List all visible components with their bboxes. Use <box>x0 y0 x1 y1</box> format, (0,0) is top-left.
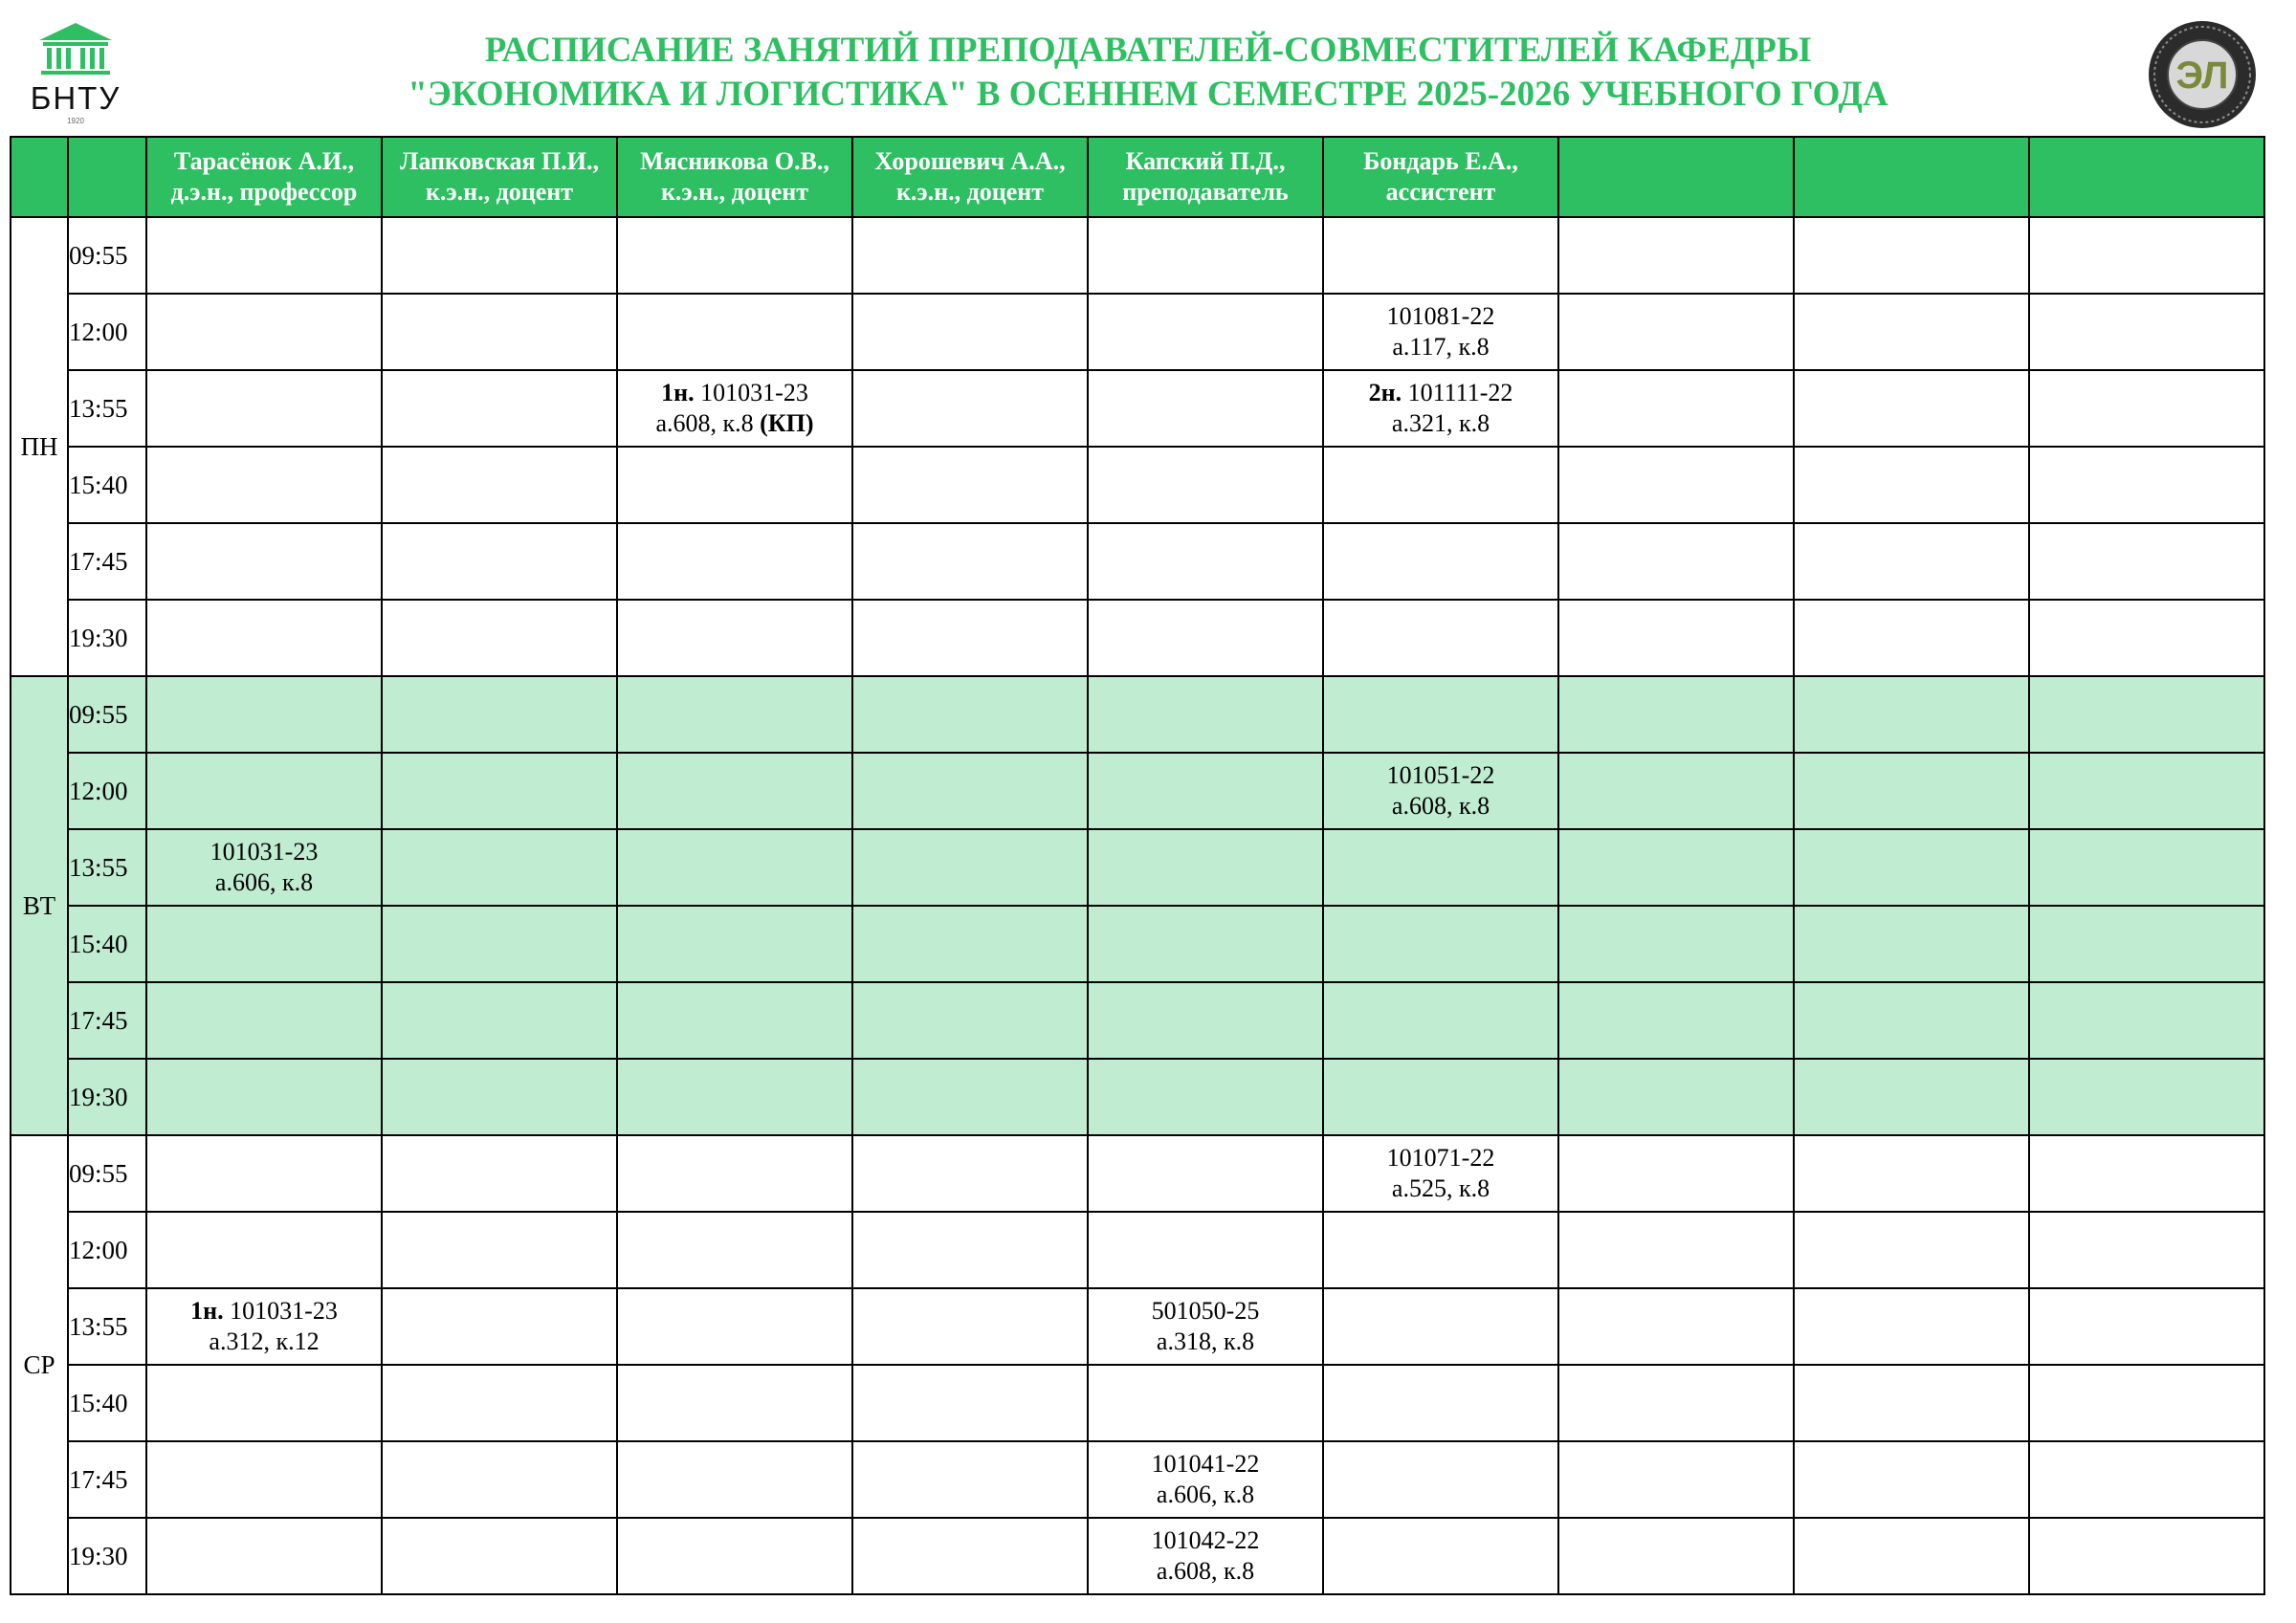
schedule-cell <box>1323 600 1558 676</box>
schedule-cell <box>1794 676 2029 753</box>
table-row <box>11 1288 2264 1365</box>
schedule-cell <box>1794 1059 2029 1135</box>
schedule-cell <box>1088 1518 1323 1594</box>
schedule-cell <box>2029 1059 2264 1135</box>
week-marker: 1н. <box>661 379 695 406</box>
lesson-group-line <box>1089 1525 1322 1556</box>
schedule-cell <box>2029 1518 2264 1594</box>
schedule-cell <box>1558 1518 1794 1594</box>
schedule-cell <box>852 906 1088 982</box>
time-cell: 13:55 <box>68 829 146 906</box>
room-location: а.318, к.8 <box>1156 1327 1255 1355</box>
teacher-header: Лапковская П.И., к.э.н., доцент <box>382 137 617 217</box>
lesson-room-line <box>1324 1173 1557 1204</box>
schedule-cell <box>1794 217 2029 294</box>
table-row <box>11 1212 2264 1288</box>
schedule-cell <box>617 523 852 600</box>
schedule-cell <box>1794 1441 2029 1518</box>
schedule-cell <box>1088 1212 1323 1288</box>
schedule-cell <box>382 753 617 829</box>
schedule-cell <box>617 982 852 1059</box>
time-cell: 12:00 <box>68 753 146 829</box>
schedule-cell <box>1088 1365 1323 1441</box>
schedule-cell <box>382 1212 617 1288</box>
schedule-cell <box>1558 370 1794 447</box>
schedule-cell <box>2029 906 2264 982</box>
schedule-cell <box>1558 294 1794 370</box>
schedule-cell <box>852 676 1088 753</box>
schedule-cell <box>146 1518 382 1594</box>
schedule-cell <box>1323 294 1558 370</box>
schedule-cell <box>1088 1441 1323 1518</box>
schedule-cell <box>382 1059 617 1135</box>
schedule-cell <box>1323 1212 1558 1288</box>
schedule-cell <box>852 600 1088 676</box>
schedule-cell <box>1794 1518 2029 1594</box>
schedule-cell <box>2029 676 2264 753</box>
time-cell: 09:55 <box>68 1135 146 1212</box>
schedule-cell <box>617 1212 852 1288</box>
room-location: а.525, к.8 <box>1391 1174 1490 1202</box>
time-cell: 19:30 <box>68 1518 146 1594</box>
schedule-cell <box>146 217 382 294</box>
schedule-cell <box>1558 1059 1794 1135</box>
schedule-cell <box>1794 1212 2029 1288</box>
schedule-cell <box>1323 829 1558 906</box>
group-number: 101111-22 <box>1407 379 1513 406</box>
schedule-cell <box>382 600 617 676</box>
time-cell: 13:55 <box>68 1288 146 1365</box>
schedule-cell <box>852 1518 1088 1594</box>
table-row <box>11 217 2264 294</box>
schedule-cell <box>382 1135 617 1212</box>
title-line-2: "ЭКОНОМИКА И ЛОГИСТИКА" В ОСЕННЕМ СЕМЕСТРЕ 2025-2026 УЧЕБНОГО ГОДА <box>408 75 1888 114</box>
schedule-cell <box>1558 600 1794 676</box>
day-label: ВТ <box>11 676 68 1135</box>
table-row <box>11 829 2264 906</box>
schedule-cell <box>382 1288 617 1365</box>
schedule-cell <box>1323 1059 1558 1135</box>
department-emblem <box>2147 19 2258 130</box>
schedule-cell <box>382 1441 617 1518</box>
schedule-cell <box>852 1441 1088 1518</box>
schedule-cell <box>146 982 382 1059</box>
schedule-cell <box>382 294 617 370</box>
schedule-cell <box>146 600 382 676</box>
lesson-room-line <box>618 408 851 439</box>
lesson-room-line <box>1089 1327 1322 1357</box>
lesson-group-line <box>147 837 381 867</box>
table-row <box>11 370 2264 447</box>
schedule-cell <box>1323 1365 1558 1441</box>
schedule-cell <box>146 906 382 982</box>
time-cell: 19:30 <box>68 1059 146 1135</box>
schedule-cell <box>1323 753 1558 829</box>
schedule-cell <box>617 294 852 370</box>
schedule-cell <box>2029 1288 2264 1365</box>
group-number: 101071-22 <box>1386 1144 1495 1172</box>
lesson-room-line <box>1324 791 1557 822</box>
schedule-cell <box>1323 906 1558 982</box>
lesson-group-line <box>1324 760 1557 791</box>
schedule-cell <box>146 523 382 600</box>
schedule-cell <box>2029 1365 2264 1441</box>
schedule-cell <box>1323 676 1558 753</box>
time-cell: 17:45 <box>68 1441 146 1518</box>
schedule-cell <box>852 1135 1088 1212</box>
title-line-1: РАСПИСАНИЕ ЗАНЯТИЙ ПРЕПОДАВАТЕЛЕЙ-СОВМЕСТИТЕЛЕЙ КАФЕДРЫ <box>484 31 1812 70</box>
room-location: а.606, к.8 <box>214 868 314 896</box>
schedule-cell <box>1088 600 1323 676</box>
schedule-cell <box>146 1441 382 1518</box>
group-number: 101031-23 <box>230 1297 338 1325</box>
lesson-group-line <box>618 378 851 408</box>
schedule-cell <box>1794 829 2029 906</box>
group-number: 101041-22 <box>1151 1450 1260 1478</box>
schedule-cell <box>1794 753 2029 829</box>
schedule-cell <box>1558 982 1794 1059</box>
schedule-cell <box>1794 600 2029 676</box>
schedule-cell <box>852 370 1088 447</box>
schedule-cell <box>1088 906 1323 982</box>
time-cell: 15:40 <box>68 906 146 982</box>
schedule-cell <box>146 447 382 523</box>
schedule-table <box>10 136 2265 1595</box>
schedule-cell <box>2029 1441 2264 1518</box>
time-cell: 12:00 <box>68 294 146 370</box>
schedule-cell <box>146 294 382 370</box>
schedule-cell <box>1088 447 1323 523</box>
schedule-cell <box>1088 217 1323 294</box>
header-row <box>11 137 2264 217</box>
schedule-cell <box>2029 1135 2264 1212</box>
table-row <box>11 753 2264 829</box>
schedule-cell <box>1794 294 2029 370</box>
table-row <box>11 982 2264 1059</box>
room-location: а.608, к.8 <box>655 409 754 437</box>
table-row <box>11 676 2264 753</box>
teacher-header: Тарасёнок А.И., д.э.н., профессор <box>146 137 382 217</box>
schedule-cell <box>1794 523 2029 600</box>
lesson-room-line <box>1324 332 1557 362</box>
room-location: а.321, к.8 <box>1391 409 1490 437</box>
schedule-cell <box>1558 447 1794 523</box>
lesson-group-line <box>147 1296 381 1327</box>
schedule-cell <box>382 1365 617 1441</box>
group-number: 101042-22 <box>1151 1526 1260 1554</box>
table-row <box>11 1365 2264 1441</box>
table-row <box>11 1135 2264 1212</box>
group-number: 101051-22 <box>1386 761 1495 789</box>
table-row <box>11 294 2264 370</box>
schedule-cell <box>1323 447 1558 523</box>
table-row <box>11 1059 2264 1135</box>
room-location: а.606, к.8 <box>1156 1480 1255 1508</box>
schedule-cell <box>852 1059 1088 1135</box>
schedule-cell <box>1323 1288 1558 1365</box>
schedule-cell <box>1323 370 1558 447</box>
teacher-header-empty <box>1558 137 1794 217</box>
schedule-cell <box>382 906 617 982</box>
lesson-group-line <box>1324 378 1557 408</box>
schedule-cell <box>1323 523 1558 600</box>
schedule-cell <box>852 1212 1088 1288</box>
schedule-cell <box>852 829 1088 906</box>
schedule-cell <box>852 523 1088 600</box>
schedule-cell <box>146 753 382 829</box>
schedule-cell <box>852 1365 1088 1441</box>
schedule-cell <box>1323 982 1558 1059</box>
schedule-cell <box>617 370 852 447</box>
schedule-cell <box>146 829 382 906</box>
schedule-cell <box>617 676 852 753</box>
schedule-cell <box>382 1518 617 1594</box>
schedule-cell <box>617 829 852 906</box>
schedule-cell <box>1323 1518 1558 1594</box>
schedule-cell <box>2029 600 2264 676</box>
time-cell: 15:40 <box>68 1365 146 1441</box>
schedule-cell <box>1794 1135 2029 1212</box>
time-cell: 17:45 <box>68 523 146 600</box>
schedule-cell <box>617 217 852 294</box>
schedule-cell <box>1794 447 2029 523</box>
schedule-cell <box>617 1288 852 1365</box>
lesson-group-line <box>1324 301 1557 332</box>
week-marker: 1н. <box>190 1297 224 1325</box>
schedule-cell <box>382 676 617 753</box>
time-cell: 15:40 <box>68 447 146 523</box>
schedule-cell <box>852 753 1088 829</box>
table-row <box>11 1441 2264 1518</box>
day-block <box>11 217 2264 676</box>
schedule-cell <box>146 1135 382 1212</box>
time-cell: 09:55 <box>68 217 146 294</box>
group-number: 101081-22 <box>1386 302 1495 330</box>
schedule-cell <box>1558 829 1794 906</box>
schedule-cell <box>1558 676 1794 753</box>
table-row <box>11 906 2264 982</box>
logo-text: БНТУ <box>30 80 121 116</box>
schedule-cell <box>1088 829 1323 906</box>
time-cell: 17:45 <box>68 982 146 1059</box>
schedule-cell <box>146 1365 382 1441</box>
schedule-cell <box>2029 294 2264 370</box>
schedule-cell <box>2029 829 2264 906</box>
table-row <box>11 523 2264 600</box>
schedule-cell <box>1323 1135 1558 1212</box>
schedule-cell <box>1558 753 1794 829</box>
schedule-cell <box>1088 1135 1323 1212</box>
schedule-cell <box>1558 1288 1794 1365</box>
schedule-cell <box>2029 1212 2264 1288</box>
group-number: 501050-25 <box>1151 1297 1260 1325</box>
lesson-group-line <box>1324 1143 1557 1173</box>
schedule-cell <box>1558 1441 1794 1518</box>
page-title <box>239 29 2057 117</box>
lesson-room-line <box>147 867 381 898</box>
time-cell: 09:55 <box>68 676 146 753</box>
schedule-cell <box>1323 217 1558 294</box>
schedule-cell <box>617 753 852 829</box>
schedule-cell <box>617 906 852 982</box>
lesson-note: (КП) <box>760 409 814 437</box>
schedule-cell <box>1794 370 2029 447</box>
schedule-cell <box>2029 753 2264 829</box>
day-block <box>11 676 2264 1135</box>
schedule-cell <box>1558 1212 1794 1288</box>
schedule-cell <box>2029 370 2264 447</box>
teacher-header: Бондарь Е.А., ассистент <box>1323 137 1558 217</box>
teacher-header: Мясникова О.В., к.э.н., доцент <box>617 137 852 217</box>
teacher-header: Хорошевич А.А., к.э.н., доцент <box>852 137 1088 217</box>
schedule-cell <box>1558 906 1794 982</box>
day-label: СР <box>11 1135 68 1594</box>
schedule-cell <box>617 447 852 523</box>
bntu-logo <box>17 21 134 128</box>
schedule-cell <box>1088 523 1323 600</box>
schedule-cell <box>1794 1288 2029 1365</box>
schedule-cell <box>146 1288 382 1365</box>
schedule-cell <box>617 1365 852 1441</box>
schedule-cell <box>1088 1059 1323 1135</box>
lesson-room-line <box>1324 408 1557 439</box>
schedule-cell <box>852 982 1088 1059</box>
schedule-cell <box>1088 753 1323 829</box>
teacher-header-empty <box>2029 137 2264 217</box>
schedule-cell <box>617 1059 852 1135</box>
room-location: а.312, к.12 <box>209 1327 320 1355</box>
schedule-cell <box>2029 217 2264 294</box>
lesson-room-line <box>147 1327 381 1357</box>
schedule-cell <box>1558 523 1794 600</box>
time-cell: 13:55 <box>68 370 146 447</box>
schedule-cell <box>2029 447 2264 523</box>
schedule-cell <box>382 829 617 906</box>
table-row <box>11 600 2264 676</box>
schedule-cell <box>1323 1441 1558 1518</box>
schedule-cell <box>617 1441 852 1518</box>
time-header <box>68 137 146 217</box>
department-emblem-icon <box>2147 19 2258 130</box>
room-location: а.608, к.8 <box>1391 792 1490 820</box>
schedule-cell <box>852 217 1088 294</box>
schedule-cell <box>146 676 382 753</box>
lesson-group-line <box>1089 1449 1322 1480</box>
schedule-cell <box>146 1059 382 1135</box>
schedule-cell <box>382 523 617 600</box>
table-row <box>11 447 2264 523</box>
day-block <box>11 1135 2264 1594</box>
time-cell: 19:30 <box>68 600 146 676</box>
schedule-cell <box>382 447 617 523</box>
time-cell: 12:00 <box>68 1212 146 1288</box>
schedule-cell <box>382 370 617 447</box>
room-location: а.608, к.8 <box>1156 1557 1255 1585</box>
schedule-cell <box>1558 1365 1794 1441</box>
schedule-cell <box>1794 982 2029 1059</box>
schedule-cell <box>1088 370 1323 447</box>
group-number: 101031-23 <box>210 838 319 866</box>
group-number: 101031-23 <box>700 379 808 406</box>
lesson-room-line <box>1089 1480 1322 1510</box>
schedule-cell <box>617 1135 852 1212</box>
schedule-cell <box>1558 1135 1794 1212</box>
schedule-cell <box>617 600 852 676</box>
table-row <box>11 1518 2264 1594</box>
schedule-cell <box>852 447 1088 523</box>
teacher-header-empty <box>1794 137 2029 217</box>
schedule-cell <box>146 370 382 447</box>
schedule-cell <box>852 1288 1088 1365</box>
page-header <box>0 0 2296 136</box>
schedule-cell <box>852 294 1088 370</box>
logo-year: 1920 <box>67 117 84 125</box>
schedule-cell <box>2029 982 2264 1059</box>
schedule-cell <box>1794 1365 2029 1441</box>
day-header <box>11 137 68 217</box>
lesson-group-line <box>1089 1296 1322 1327</box>
schedule-cell <box>1088 1288 1323 1365</box>
lesson-room-line <box>1089 1556 1322 1587</box>
schedule-cell <box>2029 523 2264 600</box>
schedule-cell <box>382 982 617 1059</box>
emblem-letters: ЭЛ <box>2175 55 2229 97</box>
schedule-cell <box>617 1518 852 1594</box>
university-building-icon <box>37 21 114 78</box>
schedule-cell <box>1088 982 1323 1059</box>
schedule-cell <box>382 217 617 294</box>
schedule-cell <box>1088 294 1323 370</box>
teacher-header: Капский П.Д., преподаватель <box>1088 137 1323 217</box>
schedule-cell <box>1088 676 1323 753</box>
week-marker: 2н. <box>1368 379 1402 406</box>
schedule-cell <box>1794 906 2029 982</box>
room-location: а.117, к.8 <box>1392 333 1490 361</box>
schedule-cell <box>1558 217 1794 294</box>
schedule-cell <box>146 1212 382 1288</box>
day-label: ПН <box>11 217 68 676</box>
